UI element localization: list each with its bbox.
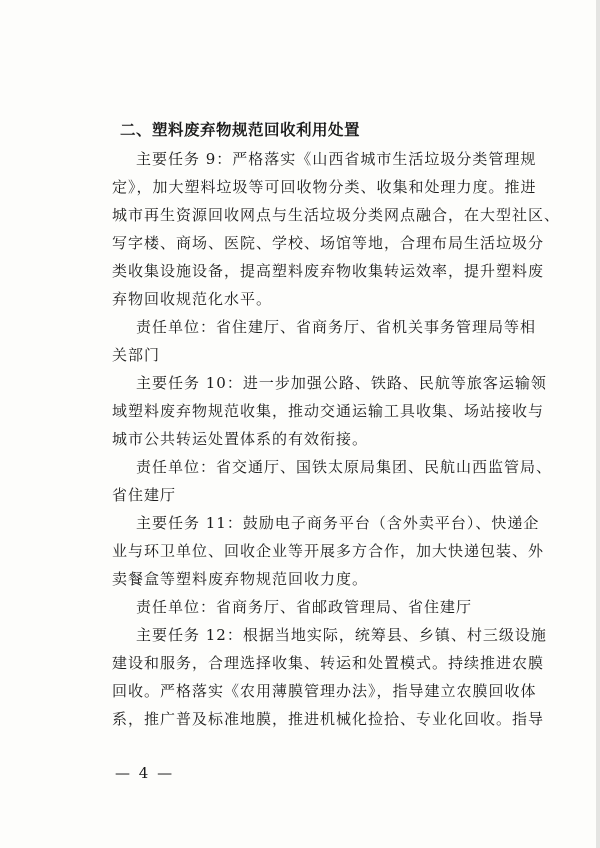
text-line: 业与环卫单位、回收企业等开展多方合作，加大快递包装、外 xyxy=(112,542,545,560)
page-number: — 4 — xyxy=(115,764,175,782)
text-line: 省住建厅 xyxy=(112,486,177,504)
text-line: 责任单位：省住建厅、省商务厅、省机关事务管理局等相 xyxy=(136,318,537,336)
text-line: 主要任务 10：进一步加强公路、铁路、民航等旅客运输领 xyxy=(136,374,547,392)
text-line: 责任单位：省商务厅、省邮政管理局、省住建厅 xyxy=(136,598,473,616)
text-line: 定》，加大塑料垃圾等可回收物分类、收集和处理力度。推进 xyxy=(112,178,537,196)
text-line: 城市再生资源回收网点与生活垃圾分类网点融合，在大型社区、 xyxy=(112,206,561,224)
text-line: 主要任务 9：严格落实《山西省城市生活垃圾分类管理规 xyxy=(136,150,537,168)
text-line: 回收。严格落实《农用薄膜管理办法》，指导建立农膜回收体 xyxy=(112,682,537,700)
section-heading: 二、塑料废弃物规范回收利用处置 xyxy=(120,121,361,139)
text-line: 类收集设施设备，提高塑料废弃物收集转运效率，提升塑料废 xyxy=(112,262,545,280)
text-line: 建设和服务，合理选择收集、转运和处置模式。持续推进农膜 xyxy=(112,654,545,672)
text-line: 主要任务 11：鼓励电子商务平台（含外卖平台）、快递企 xyxy=(136,514,540,532)
text-line: 写字楼、商场、医院、学校、场馆等地，合理布局生活垃圾分 xyxy=(112,234,545,252)
text-line: 域塑料废弃物规范收集，推动交通运输工具收集、场站接收与 xyxy=(112,402,545,420)
text-line: 系，推广普及标准地膜，推进机械化捡拾、专业化回收。指导 xyxy=(112,710,545,728)
text-line: 主要任务 12：根据当地实际，统筹县、乡镇、村三级设施 xyxy=(136,626,547,644)
text-line: 责任单位：省交通厅、国铁太原局集团、民航山西监管局、 xyxy=(136,458,553,476)
text-line: 关部门 xyxy=(112,346,161,364)
text-line: 卖餐盒等塑料废弃物规范回收力度。 xyxy=(112,570,369,588)
scan-edge xyxy=(596,0,600,848)
text-line: 城市公共转运处置体系的有效衔接。 xyxy=(112,430,369,448)
text-line: 弃物回收规范化水平。 xyxy=(112,290,273,308)
